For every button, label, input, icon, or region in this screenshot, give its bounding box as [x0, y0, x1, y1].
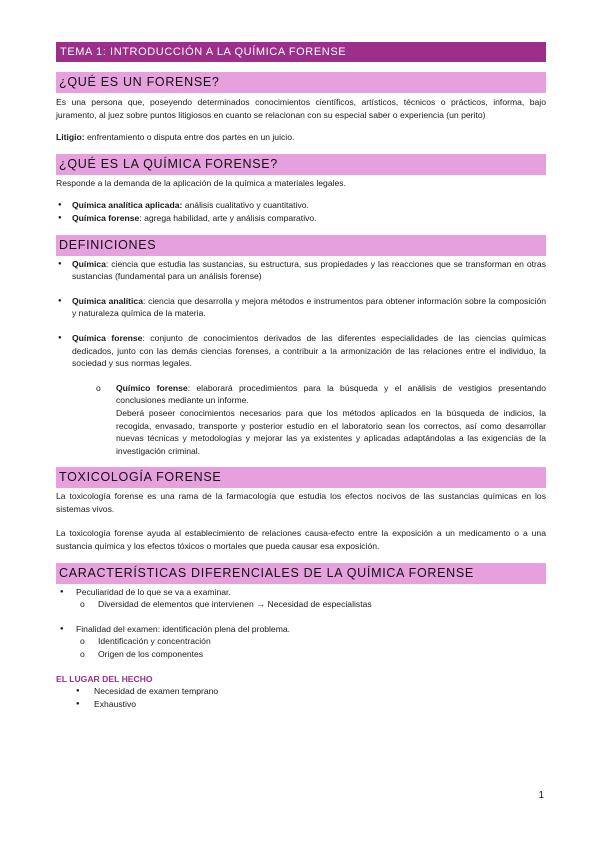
toxicologia-paragraph-2: La toxicología forense ayuda al establecimiento de relaciones causa-efecto entre la exposición a un medicamento o a una sustancia química y los efectos tóxicos o mortales que pueda causar esa exposición.	[56, 528, 546, 552]
item-text: : ciencia que desarrolla y mejora métodos e instrumentos para obtener información sobre la composición y naturaleza química de la materia.	[72, 295, 546, 319]
definiciones-list	[56, 258, 546, 458]
section-heading-forense: ¿QUÉ ES UN FORENSE?	[56, 72, 546, 93]
list-item	[56, 258, 546, 283]
item-term: Química	[72, 258, 106, 269]
item-text: : ciencia que estudia las sustancias, su estructura, sus propiedades y las reacciones que se transforman en otras sustancias (fundamental para un análisis forense)	[72, 258, 546, 282]
sub-list-item	[56, 598, 546, 611]
sub-list-item	[56, 382, 546, 407]
item-term: Química forense	[72, 212, 140, 223]
list-item	[56, 685, 546, 698]
list-item	[56, 295, 546, 320]
item-text: : agrega habilidad, arte y análisis comparativo.	[139, 212, 317, 223]
list-item	[56, 698, 546, 711]
sub-list-item: o Identificación y concentración	[56, 635, 546, 648]
section-heading-caracteristicas: CARACTERÍSTICAS DIFERENCIALES DE LA QUÍMICA FORENSE	[56, 563, 546, 584]
quimica-forense-list	[56, 199, 546, 224]
item-text: Diversidad de elementos que intervienen	[98, 599, 257, 610]
section-heading-toxicologia: TOXICOLOGÍA FORENSE	[56, 467, 546, 488]
item-term: Química forense	[72, 332, 143, 343]
litigio-term: Litigio:	[56, 132, 85, 143]
page-number: 1	[538, 790, 544, 801]
sub-list-paragraph: Deberá poseer conocimientos necesarios para que los métodos aplicados en la búsqueda de indicios, la recogida, envasado, transporte y posterior estudio en el laboratorio sean los correctos, así como desarrollar nuevas técnicas y metodologías y mejorar las ya existentes y aplicadas adaptándolas a las exigencias de la investigación criminal.	[116, 407, 546, 456]
item-text: : elaborará procedimientos para la búsqueda y el análisis de vestigios presentando conclusiones mediante un informe.	[116, 382, 546, 406]
item-term: Química analítica	[72, 295, 143, 306]
list-item	[56, 332, 546, 370]
section-heading-definiciones: DEFINICIONES	[56, 235, 546, 256]
toxicologia-paragraph-1: La toxicología forense es una rama de la farmacología que estudia los efectos nocivos de las sustancias químicas en los sistemas vivos.	[56, 491, 546, 514]
sub-list-item: o Origen de los componentes	[56, 648, 546, 661]
list-item: ● Finalidad del examen: identificación plena del problema.	[56, 623, 546, 636]
item-text: Necesidad de examen temprano	[94, 686, 219, 697]
forense-definition: Es una persona que, poseyendo determinados conocimientos científicos, artísticos, técnicos o prácticos, informa, bajo juramento, al juez sobre puntos litigiosos en cuanto se relacionan con su especial saber o experiencia (un perito)	[56, 97, 546, 120]
caracteristicas-list	[56, 586, 546, 661]
list-item: ● Peculiaridad de lo que se va a examinar.	[56, 586, 546, 599]
item-text: Exhaustivo	[94, 698, 137, 709]
right-arrow-icon: →	[256, 599, 266, 610]
topic-title-bar: TEMA 1: INTRODUCCIÓN A LA QUÍMICA FORENSE	[56, 42, 546, 62]
item-text: Necesidad de especialistas	[265, 599, 372, 610]
item-text: : conjunto de conocimientos derivados de las diferentes especialidades de las ciencias químicas dedicados, junto con las demás ciencias forenses, a contribuir a la armonización de las relaciones entre el individuo, la sociedad y sus normas legales.	[72, 332, 546, 369]
list-item	[56, 212, 546, 225]
subsection-heading-lugar-hecho: EL LUGAR DEL HECHO	[56, 673, 153, 684]
item-term: Química analítica aplicada:	[72, 200, 183, 211]
quimica-forense-intro: Responde a la demanda de la aplicación de la química a materiales legales.	[56, 177, 346, 188]
document-page	[56, 42, 546, 710]
litigio-definition	[56, 131, 546, 144]
litigio-text: enfrentamiento o disputa entre dos partes en un juicio.	[84, 132, 295, 143]
lugar-hecho-list	[56, 685, 546, 710]
item-text: análisis cualitativo y cuantitativo.	[182, 200, 309, 211]
sub-bullet-icon: o	[96, 382, 101, 393]
list-item	[56, 199, 546, 212]
section-heading-quimica-forense: ¿QUÉ ES LA QUÍMICA FORENSE?	[56, 154, 546, 175]
item-term: Químico forense	[116, 382, 188, 393]
